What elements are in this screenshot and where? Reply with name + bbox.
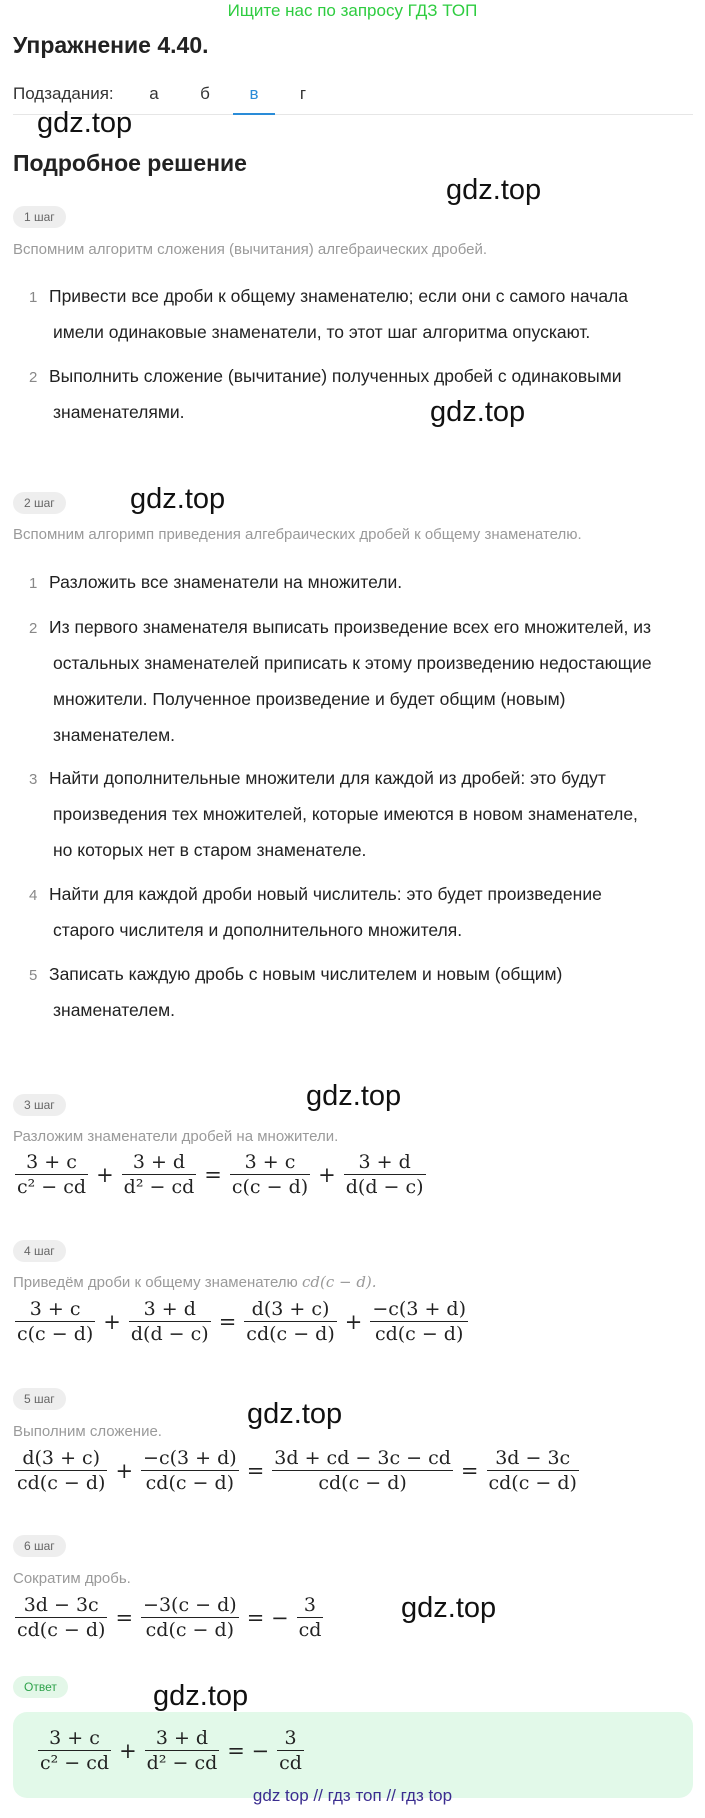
list-item-line: знаменателем. [53, 725, 176, 745]
denominator: d(d − c) [130, 1323, 209, 1345]
list-item-line: знаменателями. [53, 402, 185, 422]
tab-g[interactable]: г [299, 84, 307, 103]
list-item-line: но которых нет в старом знаменателе. [53, 840, 367, 860]
list-number: 1 [29, 289, 38, 306]
denominator: c² − cd [40, 1752, 110, 1774]
operator: + [318, 1162, 336, 1187]
step-intro: Вспомним алгоритм сложения (вычитания) алгебраических дробей. [13, 241, 488, 258]
page-title: Упражнение 4.40. [13, 32, 209, 58]
step-intro-text: Приведём дроби к общему знаменателю [13, 1274, 298, 1291]
step-badge: 1 шаг [13, 206, 66, 228]
step-intro [13, 1273, 377, 1291]
tab-v[interactable]: в [249, 84, 259, 103]
denominator: cd(c − d) [488, 1472, 577, 1494]
step-badge: 4 шаг [13, 1240, 66, 1262]
operator: + [96, 1162, 114, 1187]
step-intro: Выполним сложение. [13, 1423, 162, 1440]
step-intro: Вспомним алгоримп приведения алгебраических дробей к общему знаменателю. [13, 526, 582, 543]
fraction [230, 1150, 310, 1199]
fraction [15, 1150, 88, 1199]
active-tab-indicator [233, 113, 275, 115]
numerator: −c(3 + d) [143, 1447, 237, 1469]
operator: + [119, 1738, 137, 1763]
math-expression [13, 1593, 325, 1642]
watermark: gdz.top [247, 1398, 343, 1430]
numerator: −3(c − d) [143, 1594, 237, 1616]
numerator: 3 + d [143, 1298, 196, 1320]
step-intro: Сократим дробь. [13, 1570, 131, 1587]
footer-links[interactable]: gdz top // гдз топ // гдз top [252, 1786, 453, 1805]
answer-badge: Ответ [13, 1676, 68, 1698]
fraction [141, 1593, 239, 1642]
list-number: 5 [29, 967, 38, 984]
fraction [38, 1726, 111, 1775]
step-intro-math: cd(c − d). [301, 1273, 377, 1291]
operator: = − [246, 1605, 289, 1630]
step-badge: 6 шаг [13, 1535, 66, 1557]
denominator: d² − cd [123, 1176, 195, 1198]
fraction [272, 1446, 453, 1495]
section-title: Подробное решение [13, 150, 247, 176]
fraction [370, 1297, 468, 1346]
numerator: 3d + cd − 3c − cd [274, 1447, 451, 1469]
denominator: c² − cd [17, 1176, 87, 1198]
denominator: cd [279, 1752, 302, 1774]
operator: + [344, 1309, 363, 1334]
fraction [487, 1446, 579, 1495]
numerator: 3d − 3c [495, 1447, 571, 1469]
list-item-line: произведения тех множителей, которые имеются в новом знаменателе, [53, 804, 638, 824]
numerator: 3 + c [26, 1151, 77, 1173]
fraction [244, 1297, 336, 1346]
denominator: d(d − c) [345, 1176, 424, 1198]
list-number: 4 [29, 887, 38, 904]
watermark: gdz.top [401, 1592, 497, 1624]
watermark: gdz.top [130, 483, 226, 515]
numerator: 3d − 3c [23, 1594, 99, 1616]
operator: = − [227, 1738, 270, 1763]
step-badge: 5 шаг [13, 1388, 66, 1410]
numerator: 3 + d [132, 1151, 186, 1173]
denominator: cd(c − d) [370, 1321, 468, 1346]
denominator: cd(c − d) [17, 1472, 106, 1494]
watermark: gdz.top [430, 396, 526, 428]
list-item-line: множители. Полученное произведение и будет общим (новым) [53, 689, 566, 709]
denominator: c(c − d) [231, 1176, 309, 1198]
tab-b[interactable]: б [200, 84, 210, 103]
subtasks-label: Подзадания: [13, 84, 114, 103]
denominator: c(c − d) [17, 1323, 94, 1345]
fraction [277, 1726, 304, 1775]
step-intro: Разложим знаменатели дробей на множители. [13, 1128, 339, 1145]
step-badge: 2 шаг [13, 492, 66, 514]
operator: = [204, 1162, 222, 1187]
fraction [145, 1726, 220, 1775]
numerator: 3 [284, 1727, 297, 1749]
list-item-line: имели одинаковые знаменатели, то этот шаг алгоритма опускают. [53, 322, 591, 342]
numerator: 3 + c [244, 1151, 296, 1173]
list-item-line: Записать каждую дробь с новым числителем и новым (общим) [49, 964, 563, 984]
fraction [344, 1150, 426, 1199]
math-expression [13, 1446, 581, 1495]
list-number: 2 [29, 620, 38, 637]
fraction [129, 1297, 211, 1346]
top-banner: Ищите нас по запросу ГДЗ ТОП [227, 1, 478, 20]
watermark: gdz.top [37, 107, 133, 139]
numerator: 3 + c [49, 1727, 100, 1749]
numerator: d(3 + c) [22, 1447, 101, 1469]
denominator: cd(c − d) [17, 1619, 106, 1641]
fraction [15, 1297, 95, 1346]
operator: + [115, 1458, 134, 1483]
step-badge: 3 шаг [13, 1094, 66, 1116]
list-item-line: Из первого знаменателя выписать произведение всех его множителей, из [49, 617, 651, 637]
operator: = [115, 1605, 134, 1630]
tab-a[interactable]: а [149, 84, 159, 103]
numerator: 3 + d [155, 1727, 209, 1749]
list-item-line: Найти дополнительные множители для каждой из дробей: это будут [49, 768, 606, 788]
math-expression [13, 1150, 428, 1199]
list-item-line: знаменателем. [53, 1000, 176, 1020]
fraction [297, 1593, 324, 1642]
fraction [15, 1593, 107, 1642]
operator: = [246, 1458, 265, 1483]
denominator: d² − cd [146, 1752, 218, 1774]
denominator: cd(c − d) [141, 1470, 239, 1495]
denominator: cd [298, 1619, 322, 1641]
list-number: 2 [29, 369, 38, 386]
list-item-line: Выполнить сложение (вычитание) полученных дробей с одинаковыми [49, 366, 622, 386]
numerator: 3 + d [358, 1151, 411, 1173]
operator: = [218, 1309, 237, 1334]
numerator: 3 [303, 1594, 317, 1616]
fraction [15, 1446, 107, 1495]
numerator: −c(3 + d) [372, 1298, 466, 1320]
denominator: cd(c − d) [272, 1470, 453, 1495]
watermark: gdz.top [153, 1680, 249, 1712]
numerator: 3 + c [29, 1298, 81, 1320]
answer-expression [36, 1726, 306, 1775]
list-item-line: старого числителя и дополнительного множителя. [53, 920, 463, 940]
list-item-line: Привести все дроби к общему знаменателю; если они с самого начала [49, 286, 629, 306]
list-item-line: остальных знаменателей приписать к этому произведению недостающие [53, 653, 652, 673]
numerator: d(3 + c) [251, 1298, 330, 1320]
fraction [122, 1150, 197, 1199]
list-item-line: Разложить все знаменатели на множители. [49, 572, 403, 592]
math-expression [13, 1297, 470, 1346]
operator: + [103, 1309, 121, 1334]
watermark: gdz.top [306, 1080, 402, 1112]
denominator: cd(c − d) [141, 1617, 239, 1642]
fraction [141, 1446, 239, 1495]
denominator: cd(c − d) [246, 1323, 335, 1345]
list-number: 3 [29, 771, 38, 788]
watermark: gdz.top [446, 174, 542, 206]
list-item-line: Найти для каждой дроби новый числитель: это будет произведение [49, 884, 602, 904]
list-number: 1 [29, 575, 38, 592]
operator: = [460, 1458, 479, 1483]
